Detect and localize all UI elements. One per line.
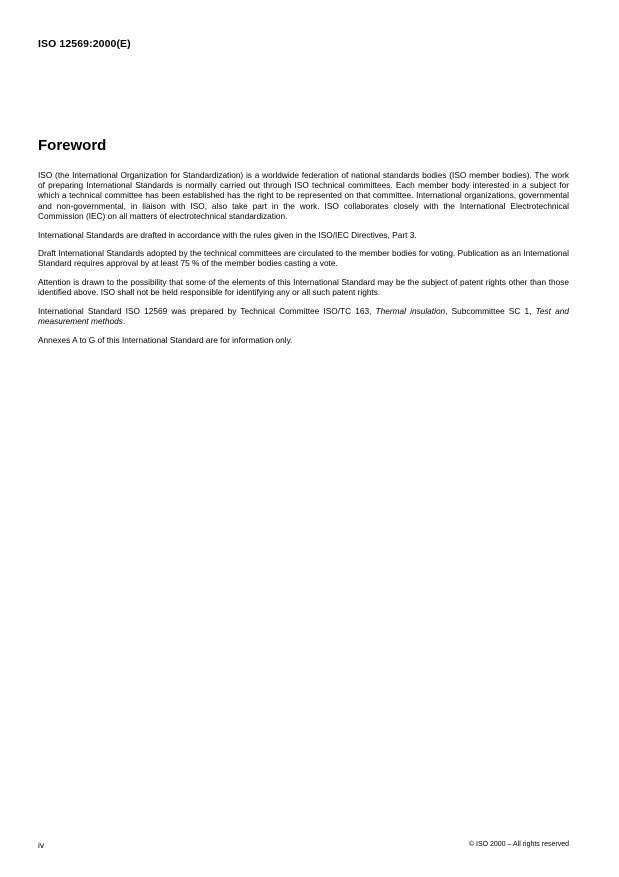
paragraph-voting: Draft International Standards adopted by the technical committees are circulated to the member bodies for voting. Publication as an International Standard requires approval by at least 75 % of the member bodies casting a vote. — [38, 248, 569, 269]
document-id: ISO 12569:2000(E) — [38, 38, 131, 50]
page-number: iv — [38, 840, 45, 850]
paragraph-iso-description: ISO (the International Organization for Standardization) is a worldwide federation of national standards bodies (ISO member bodies). The work of preparing International Standards is normally carried out through ISO technical committees. Each member body interested in a subject for which a technical committee has been established has the right to be represented on that committee. International organizations, governmental and non-governmental, in liaison with ISO, also take part in the work. ISO collaborates closely with the International Electrotechnical Commission (IEC) on all matters of electrotechnical standardization. — [38, 170, 569, 221]
paragraph-committee — [38, 306, 569, 326]
committee-text-3: . — [122, 316, 126, 327]
subcommittee-title: Test and measurement methods — [38, 306, 569, 327]
copyright-notice: © ISO 2000 – All rights reserved — [468, 841, 569, 848]
paragraph-annexes: Annexes A to G of this International Standard are for information only. — [38, 334, 293, 345]
section-title: Foreword — [38, 137, 107, 154]
paragraph-drafting-rules: International Standards are drafted in accordance with the rules given in the ISO/IEC Directives, Part 3. — [38, 229, 417, 240]
committee-title: Thermal insulation — [375, 306, 446, 317]
foreword-body — [38, 170, 569, 354]
committee-text-2: , Subcommittee SC 1, — [445, 306, 536, 317]
committee-text-1: International Standard ISO 12569 was prepared by Technical Committee ISO/TC 163, — [38, 306, 376, 317]
paragraph-patent-rights: Attention is drawn to the possibility that some of the elements of this International Standard may be the subject of patent rights other than those identified above. ISO shall not be held responsible for identifying any or all such patent rights. — [38, 277, 569, 298]
